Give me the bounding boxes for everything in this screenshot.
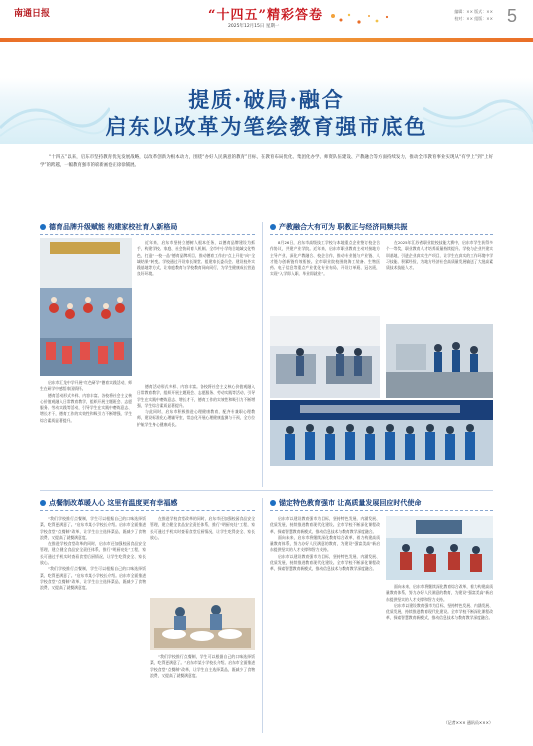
row-divider (40, 490, 493, 491)
section-title: 点餐制改革暖人心 这里有温度更有幸福感 (49, 499, 178, 507)
photo-vocational-workshop (270, 316, 380, 398)
photo-students-performance (40, 238, 132, 376)
paragraph: 启东市以建设教育强市为目标，坚持特色发展、内涵发展、优质发展，持续推进教育现代化建设。全市学校不断深化课程改革，探索智慧教育新模式，推动信息技术与教育教学深度融合。 (270, 553, 380, 572)
headline-secondary: 启东以改革为笔绘教育强市底色 (105, 114, 428, 139)
section-heading-4 (270, 498, 493, 511)
section-title: 锚定特色教育强市 让高质量发展回应时代使命 (279, 499, 422, 507)
photo-workshop-training (386, 324, 493, 398)
paragraph: 在推进学校食堂改革的同时，启东市还加强校园食品安全管理，建立健全食品安全责任体系，推行“明厨亮灶”工程，家长可通过手机实时查看食堂后厨情况，让学生吃得安全、家长放心。 (150, 516, 255, 540)
paragraph: 启东市以建设教育强市为目标，坚持特色发展、内涵发展、优质发展，持续推进教育现代化建设。全市学校不断深化课程改革，探索智慧教育新模式，推动信息技术与教育教学深度融合。 (386, 602, 493, 621)
paragraph: “我们学校推行点餐制，学生可以根据自己的口味选择饭菜，吃得更满意了。”启东市某小学校长介绍。启东市全面推进学校食堂“点餐制”改革，让学生自主选择菜品，既减少了食物浪费，又提高了就餐满意度。 (40, 516, 146, 540)
column-divider (262, 498, 263, 733)
section-title: 德育品牌升级赋能 构建家校社育人新格局 (49, 223, 178, 231)
paragraph: 德育活动形式多样、内容丰富。各校将社会主义核心价值观融入日常教育教学，组织开展主题班会、志愿服务、劳动实践等活动，引导学生在实践中磨炼意志、增长才干，德育工作的实效性和吸引力不断增强，学生综合素质显著提升。 (137, 384, 255, 408)
column-divider (262, 222, 263, 487)
section-bullet-icon (270, 224, 276, 230)
section-heading-1 (40, 222, 255, 235)
paragraph: 在推进学校食堂改革的同时，启东市还加强校园食品安全管理，建立健全食品安全责任体系，推行“明厨亮灶”工程，家长可通过手机实时查看食堂后厨情况，让学生吃得安全、家长放心。 (40, 541, 146, 566)
section1-text-bottom-right (137, 384, 255, 484)
section2-text-right (386, 240, 493, 322)
paragraph: 面向未来，启东市将继续深化教育综合改革，着力构建高质量教育体系，努力办好人民满意的教育，为建设“强富美高”新启东提供坚实的人才支撑和智力支持。 (270, 534, 380, 553)
section2-text-left (270, 240, 380, 314)
paragraph: 近年来，启东市坚持立德树人根本任务，以德育品牌建设为抓手，构建学校、家庭、社会协同育人机制。全市中小学结合地域文化特色，打造“一校一品”德育品牌项目，推动德育工作由“点上开花”向“全域结果”转变。学校通过开设家长课堂、组建家长委员会、建设校外实践基地等方式，让家庭教育与学校教育同向同行，为学生健康成长营造良好环境。 (137, 240, 255, 277)
paragraph: 面向未来，启东市将继续深化教育综合改革，着力构建高质量教育体系，努力办好人民满意的教育，为建设“强富美高”新启东提供坚实的人才支撑和智力支持。 (386, 584, 493, 602)
section-heading-3 (40, 498, 255, 511)
section-bullet-icon (40, 224, 46, 230)
paragraph: 8月26日，启东市高级技工学校与本地重点企业签订校企合作协议，共建产业学院。近年来，启东市职业教育主动对接地方主导产业，深化产教融合、校企合作，推动专业链与产业链、人才链与创新链有效衔接。全市职业院校围绕海工装备、生物医药、电子信息等重点产业优化专业布局，开设订单班、冠名班，实现“入学即入职、毕业即就业”。 (270, 240, 380, 277)
section-bullet-icon (40, 500, 46, 506)
section4-text-left (270, 516, 380, 732)
header-ribbon (0, 38, 533, 42)
headline-primary: 提质·破局·融合 (188, 87, 345, 112)
section-heading-2 (270, 222, 493, 235)
editor-line: 编辑：×× 版式：×× (454, 9, 493, 14)
banner-title: “十四五”精彩答卷 (208, 8, 323, 23)
section3-text-bottom (150, 654, 255, 732)
decorative-dots-icon (325, 10, 395, 30)
paragraph: 在2025年江苏省职业院校技能大赛中，启东市学生获得多个一等奖，职业教育人才培养质量持续提升。学校与企业共建实训基地，引进企业真实生产项目，让学生在真实的工作环境中学习技能、积累经验，为地方经济社会高质量发展输送了大批高素质技术技能人才。 (386, 240, 493, 271)
paragraph: “我们学校推行点餐制，学生可以根据自己的口味选择饭菜，吃得更满意了。”启东市某小学校长介绍。启东市全面推进学校食堂“点餐制”改革，让学生自主选择菜品，既减少了食物浪费，又提高了就餐满意度。 (40, 566, 146, 591)
issue-date: 2025年12月15日 星期一 (228, 24, 280, 29)
section1-text-bottom-left (40, 380, 132, 490)
byline: （记者××× 通讯员×××） (443, 720, 493, 725)
section4-text-right (386, 584, 493, 716)
section-title: 产教融合大有可为 职教正与经济同频共振 (279, 223, 408, 231)
paragraph: 与此同时，启东市积极推进心理健康教育，配齐专兼职心理教师，建设标准化心理辅导室，常态化开展心理健康监测与干预，全方位护航学生身心健康成长。 (137, 409, 255, 427)
section1-text-right (137, 240, 255, 380)
paragraph: “我们学校推行点餐制，学生可以根据自己的口味选择饭菜，吃得更满意了。”启东市某小学校长介绍。启东市全面推进学校食堂“点餐制”改革，让学生自主选择菜品，既减少了食物浪费，又提高了就餐满意度。 (150, 654, 255, 678)
editor-info (454, 8, 493, 22)
photo-classroom (386, 516, 493, 580)
newspaper-logo: 南通日报 (14, 9, 51, 19)
section3-text-right (150, 516, 255, 596)
paragraph: 德育活动形式多样、内容丰富。各校将社会主义核心价值观融入日常教育教学，组织开展主题班会、志愿服务、劳动实践等活动，引导学生在实践中磨炼意志、增长才干，德育工作的实效性和吸引力不断增强，学生综合素质显著提升。 (40, 392, 132, 423)
editor-line: 校对：×× 组版：×× (454, 16, 493, 21)
section3-text-left (40, 516, 146, 732)
lead-paragraph: “十四五”以来，启东市坚持教育优先发展战略，以改革创新为根本动力，围绕“办好人民满意的教育”目标，在教育布局优化、集团化办学、师资队伍建设、产教融合等方面持续发力，推动全市教育事业实现从“有学上”到“上好学”的跨越，一幅教育强市的崭新画卷正徐徐铺展。 (40, 155, 493, 168)
paragraph: 启东市以建设教育强市为目标，坚持特色发展、内涵发展、优质发展，持续推进教育现代化建设。全市学校不断深化课程改革，探索智慧教育新模式，推动信息技术与教育教学深度融合。 (270, 516, 380, 534)
photo-group-students (270, 400, 493, 466)
photo-canteen-meal (150, 598, 255, 650)
photo-caption: 启东市汇龙中学开展“红色研学”德育实践活动，师生在研学中感悟家国情怀。 (40, 380, 132, 392)
section-bullet-icon (270, 500, 276, 506)
page-number: 5 (506, 6, 517, 26)
